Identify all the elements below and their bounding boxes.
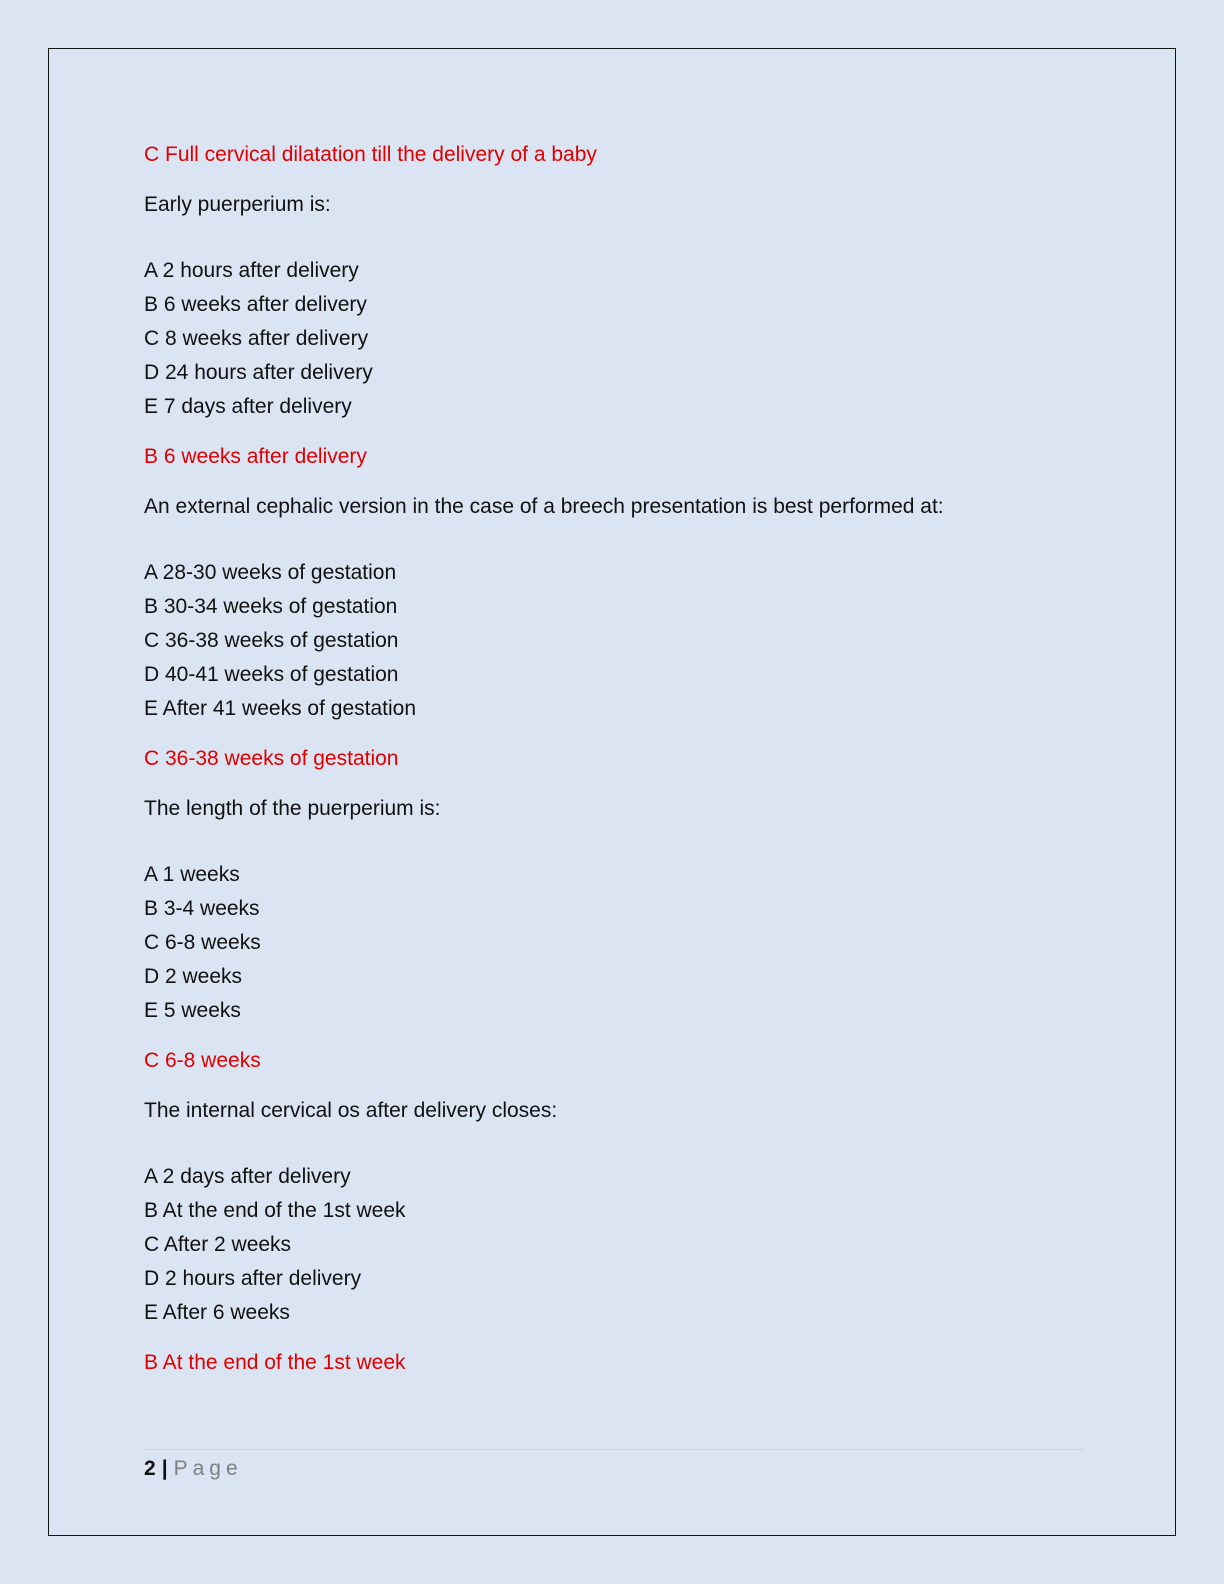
option-d: D 2 hours after delivery bbox=[144, 1267, 362, 1290]
answer-text: C 36-38 weeks of gestation bbox=[144, 747, 399, 770]
option-c: C 8 weeks after delivery bbox=[144, 327, 369, 350]
option-e: E 5 weeks bbox=[144, 999, 241, 1022]
question-text: The internal cervical os after delivery closes: bbox=[144, 1099, 558, 1122]
option-a: A 2 hours after delivery bbox=[144, 259, 359, 282]
option-b: B At the end of the 1st week bbox=[144, 1199, 406, 1222]
option-b: B 6 weeks after delivery bbox=[144, 293, 367, 316]
footer-divider bbox=[144, 1449, 1084, 1450]
option-d: D 40-41 weeks of gestation bbox=[144, 663, 399, 686]
answer-text: C Full cervical dilatation till the delivery of a baby bbox=[144, 143, 597, 166]
option-a: A 1 weeks bbox=[144, 863, 240, 886]
option-b: B 30-34 weeks of gestation bbox=[144, 595, 398, 618]
footer-separator: | bbox=[161, 1457, 168, 1480]
answer-text: B 6 weeks after delivery bbox=[144, 445, 367, 468]
option-d: D 2 weeks bbox=[144, 965, 243, 988]
answer-text: B At the end of the 1st week bbox=[144, 1351, 406, 1374]
option-c: C After 2 weeks bbox=[144, 1233, 292, 1256]
option-a: A 2 days after delivery bbox=[144, 1165, 351, 1188]
question-text: An external cephalic version in the case of a breech presentation is best performed at: bbox=[144, 495, 944, 518]
document-body bbox=[144, 138, 1084, 1380]
option-c: C 36-38 weeks of gestation bbox=[144, 629, 399, 652]
page-number: 2 bbox=[144, 1457, 156, 1480]
option-e: E After 6 weeks bbox=[144, 1301, 290, 1324]
question-text: The length of the puerperium is: bbox=[144, 797, 441, 820]
page-footer bbox=[144, 1454, 243, 1484]
page-label: Page bbox=[173, 1457, 243, 1480]
answer-text: C 6-8 weeks bbox=[144, 1049, 261, 1072]
option-e: E 7 days after delivery bbox=[144, 395, 352, 418]
option-c: C 6-8 weeks bbox=[144, 931, 261, 954]
option-e: E After 41 weeks of gestation bbox=[144, 697, 416, 720]
option-d: D 24 hours after delivery bbox=[144, 361, 373, 384]
option-a: A 28-30 weeks of gestation bbox=[144, 561, 397, 584]
option-b: B 3-4 weeks bbox=[144, 897, 260, 920]
question-text: Early puerperium is: bbox=[144, 193, 331, 216]
